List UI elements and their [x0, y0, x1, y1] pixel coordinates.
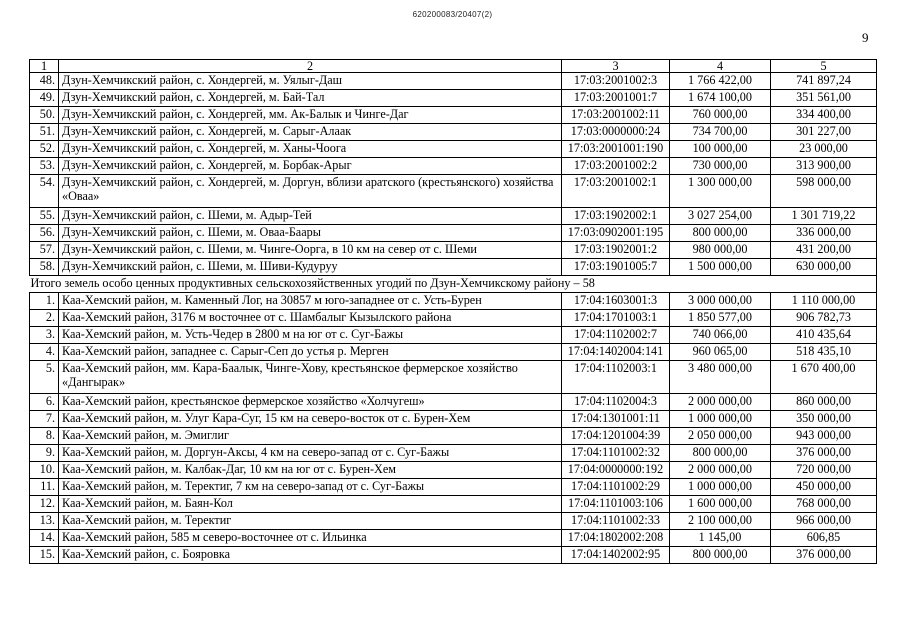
row-value-col4: 1 600 000,00 — [670, 496, 771, 513]
row-value-col4: 800 000,00 — [670, 225, 771, 242]
header-col-3: 3 — [562, 60, 670, 73]
row-location: Каа-Хемский район, м. Теректиг, 7 км на северо-запад от с. Суг-Бажы — [59, 479, 562, 496]
row-location: Дзун-Хемчикский район, с. Хондергей, м. Уялыг-Даш — [59, 73, 562, 90]
table-row — [30, 90, 877, 107]
row-value-col4: 1 145,00 — [670, 530, 771, 547]
row-value-col4: 2 000 000,00 — [670, 462, 771, 479]
row-cadastral-number: 17:04:1201004:39 — [562, 428, 670, 445]
row-cadastral-number: 17:04:1701003:1 — [562, 310, 670, 327]
row-location: Каа-Хемский район, 3176 м восточнее от с. Шамбалыг Кызылского района — [59, 310, 562, 327]
row-location: Дзун-Хемчикский район, с. Хондергей, м. Сарыг-Алаак — [59, 124, 562, 141]
row-value-col4: 3 480 000,00 — [670, 361, 771, 394]
row-value-col5: 376 000,00 — [771, 547, 877, 564]
row-cadastral-number: 17:03:0000000:24 — [562, 124, 670, 141]
row-number: 8. — [30, 428, 59, 445]
row-value-col5: 630 000,00 — [771, 259, 877, 276]
row-cadastral-number: 17:04:0000000:192 — [562, 462, 670, 479]
row-value-col4: 3 000 000,00 — [670, 293, 771, 310]
row-cadastral-number: 17:04:1102004:3 — [562, 394, 670, 411]
row-number: 12. — [30, 496, 59, 513]
row-value-col4: 2 050 000,00 — [670, 428, 771, 445]
row-number: 51. — [30, 124, 59, 141]
header-col-2: 2 — [59, 60, 562, 73]
row-value-col5: 943 000,00 — [771, 428, 877, 445]
row-cadastral-number: 17:04:1402004:141 — [562, 344, 670, 361]
row-location: Каа-Хемский район, м. Улуг Кара-Суг, 15 км на северо-восток от с. Бурен-Хем — [59, 411, 562, 428]
row-value-col4: 740 066,00 — [670, 327, 771, 344]
row-location: Каа-Хемский район, м. Теректиг — [59, 513, 562, 530]
table-row — [30, 141, 877, 158]
land-register-table — [29, 59, 877, 564]
row-value-col5: 376 000,00 — [771, 445, 877, 462]
row-value-col5: 351 561,00 — [771, 90, 877, 107]
row-value-col4: 100 000,00 — [670, 141, 771, 158]
row-number: 11. — [30, 479, 59, 496]
page-number: 9 — [862, 30, 869, 45]
row-value-col5: 518 435,10 — [771, 344, 877, 361]
table-row — [30, 428, 877, 445]
row-cadastral-number: 17:03:2001002:2 — [562, 158, 670, 175]
row-number: 53. — [30, 158, 59, 175]
table-row — [30, 344, 877, 361]
table-row — [30, 310, 877, 327]
row-value-col5: 350 000,00 — [771, 411, 877, 428]
row-cadastral-number: 17:03:2001001:7 — [562, 90, 670, 107]
row-location: Каа-Хемский район, м. Баян-Кол — [59, 496, 562, 513]
row-cadastral-number: 17:03:2001002:3 — [562, 73, 670, 90]
table-row — [30, 462, 877, 479]
row-location: Дзун-Хемчикский район, с. Хондергей, м. Доргун, вблизи аратского (крестьянского) хозяйства «Оваа» — [59, 175, 562, 208]
row-location: Каа-Хемский район, м. Доргун-Аксы, 4 км на северо-запад от с. Суг-Бажы — [59, 445, 562, 462]
row-location: Каа-Хемский район, м. Эмиглиг — [59, 428, 562, 445]
row-value-col4: 960 065,00 — [670, 344, 771, 361]
table-row — [30, 361, 877, 394]
row-value-col5: 23 000,00 — [771, 141, 877, 158]
row-value-col4: 734 700,00 — [670, 124, 771, 141]
row-value-col5: 1 301 719,22 — [771, 208, 877, 225]
row-location: Каа-Хемский район, м. Усть-Чедер в 2800 м на юг от с. Суг-Бажы — [59, 327, 562, 344]
row-cadastral-number: 17:04:1301001:11 — [562, 411, 670, 428]
row-value-col5: 313 900,00 — [771, 158, 877, 175]
row-number: 52. — [30, 141, 59, 158]
row-number: 54. — [30, 175, 59, 208]
row-location: Дзун-Хемчикский район, с. Шеми, м. Чинге-Оорга, в 10 км на север от с. Шеми — [59, 242, 562, 259]
row-value-col4: 1 500 000,00 — [670, 259, 771, 276]
row-location: Дзун-Хемчикский район, с. Хондергей, мм. Ак-Балык и Чинге-Даг — [59, 107, 562, 124]
row-number: 7. — [30, 411, 59, 428]
row-cadastral-number: 17:03:0902001:195 — [562, 225, 670, 242]
row-location: Дзун-Хемчикский район, с. Шеми, м. Шиви-Кудуруу — [59, 259, 562, 276]
row-number: 48. — [30, 73, 59, 90]
table-row — [30, 496, 877, 513]
row-value-col4: 3 027 254,00 — [670, 208, 771, 225]
row-value-col4: 1 000 000,00 — [670, 479, 771, 496]
row-number: 5. — [30, 361, 59, 394]
row-cadastral-number: 17:04:1102003:1 — [562, 361, 670, 394]
row-cadastral-number: 17:03:1902001:2 — [562, 242, 670, 259]
row-number: 6. — [30, 394, 59, 411]
table-row — [30, 479, 877, 496]
row-number: 58. — [30, 259, 59, 276]
row-value-col5: 1 670 400,00 — [771, 361, 877, 394]
row-location: Дзун-Хемчикский район, с. Хондергей, м. Бай-Тал — [59, 90, 562, 107]
row-cadastral-number: 17:04:1102002:7 — [562, 327, 670, 344]
row-number: 14. — [30, 530, 59, 547]
row-number: 50. — [30, 107, 59, 124]
row-number: 56. — [30, 225, 59, 242]
row-location: Каа-Хемский район, 585 м северо-восточнее от с. Ильинка — [59, 530, 562, 547]
row-location: Дзун-Хемчикский район, с. Шеми, м. Оваа-Баары — [59, 225, 562, 242]
header-col-1: 1 — [30, 60, 59, 73]
table-row — [30, 259, 877, 276]
row-value-col4: 800 000,00 — [670, 547, 771, 564]
row-number: 13. — [30, 513, 59, 530]
row-value-col5: 906 782,73 — [771, 310, 877, 327]
table-row — [30, 73, 877, 90]
row-cadastral-number: 17:04:1101002:32 — [562, 445, 670, 462]
row-cadastral-number: 17:03:1901005:7 — [562, 259, 670, 276]
header-col-5: 5 — [771, 60, 877, 73]
row-cadastral-number: 17:03:2001002:11 — [562, 107, 670, 124]
header-col-4: 4 — [670, 60, 771, 73]
row-number: 15. — [30, 547, 59, 564]
table-row — [30, 327, 877, 344]
row-value-col5: 301 227,00 — [771, 124, 877, 141]
table-row — [30, 208, 877, 225]
row-number: 55. — [30, 208, 59, 225]
table-row — [30, 547, 877, 564]
row-location: Каа-Хемский район, м. Калбак-Даг, 10 км на юг от с. Бурен-Хем — [59, 462, 562, 479]
row-value-col4: 760 000,00 — [670, 107, 771, 124]
row-cadastral-number: 17:04:1101002:33 — [562, 513, 670, 530]
table-row — [30, 242, 877, 259]
row-number: 4. — [30, 344, 59, 361]
row-value-col5: 431 200,00 — [771, 242, 877, 259]
table-row — [30, 158, 877, 175]
table-row — [30, 445, 877, 462]
row-location: Дзун-Хемчикский район, с. Шеми, м. Адыр-Тей — [59, 208, 562, 225]
row-number: 10. — [30, 462, 59, 479]
row-value-col4: 800 000,00 — [670, 445, 771, 462]
table-row — [30, 124, 877, 141]
table-row — [30, 225, 877, 242]
row-cadastral-number: 17:04:1603001:3 — [562, 293, 670, 310]
row-value-col5: 860 000,00 — [771, 394, 877, 411]
row-location: Каа-Хемский район, западнее с. Сарыг-Сеп до устья р. Мерген — [59, 344, 562, 361]
row-value-col4: 730 000,00 — [670, 158, 771, 175]
table-row — [30, 107, 877, 124]
row-location: Каа-Хемский район, с. Бояровка — [59, 547, 562, 564]
row-value-col5: 606,85 — [771, 530, 877, 547]
table-row — [30, 411, 877, 428]
row-value-col5: 1 110 000,00 — [771, 293, 877, 310]
row-location: Дзун-Хемчикский район, с. Хондергей, м. Борбак-Арыг — [59, 158, 562, 175]
row-value-col5: 720 000,00 — [771, 462, 877, 479]
row-value-col4: 1 850 577,00 — [670, 310, 771, 327]
row-number: 9. — [30, 445, 59, 462]
row-number: 2. — [30, 310, 59, 327]
row-cadastral-number: 17:03:2001001:190 — [562, 141, 670, 158]
row-value-col5: 966 000,00 — [771, 513, 877, 530]
table-header-row — [30, 60, 877, 73]
row-value-col4: 2 000 000,00 — [670, 394, 771, 411]
row-value-col5: 410 435,64 — [771, 327, 877, 344]
row-value-col5: 450 000,00 — [771, 479, 877, 496]
row-cadastral-number: 17:03:2001002:1 — [562, 175, 670, 208]
row-cadastral-number: 17:04:1101003:106 — [562, 496, 670, 513]
row-value-col5: 598 000,00 — [771, 175, 877, 208]
row-number: 1. — [30, 293, 59, 310]
row-value-col4: 2 100 000,00 — [670, 513, 771, 530]
table-row — [30, 530, 877, 547]
table-row — [30, 394, 877, 411]
row-number: 57. — [30, 242, 59, 259]
row-value-col5: 741 897,24 — [771, 73, 877, 90]
row-location: Каа-Хемский район, крестьянское фермерское хозяйство «Холчугеш» — [59, 394, 562, 411]
row-cadastral-number: 17:04:1101002:29 — [562, 479, 670, 496]
row-number: 3. — [30, 327, 59, 344]
row-cadastral-number: 17:04:1802002:208 — [562, 530, 670, 547]
document-code: 620200083/20407(2) — [412, 10, 493, 19]
row-cadastral-number: 17:04:1402002:95 — [562, 547, 670, 564]
section-total-row — [30, 276, 877, 293]
table-row — [30, 293, 877, 310]
row-value-col4: 980 000,00 — [670, 242, 771, 259]
table-row — [30, 513, 877, 530]
row-value-col5: 336 000,00 — [771, 225, 877, 242]
table-row — [30, 175, 877, 208]
row-value-col4: 1 000 000,00 — [670, 411, 771, 428]
row-value-col5: 334 400,00 — [771, 107, 877, 124]
row-value-col4: 1 300 000,00 — [670, 175, 771, 208]
row-value-col5: 768 000,00 — [771, 496, 877, 513]
row-value-col4: 1 674 100,00 — [670, 90, 771, 107]
row-location: Каа-Хемский район, мм. Кара-Баалык, Чинге-Хову, крестьянское фермерское хозяйство «Дангырак» — [59, 361, 562, 394]
row-location: Дзун-Хемчикский район, с. Хондергей, м. Ханы-Чоога — [59, 141, 562, 158]
row-number: 49. — [30, 90, 59, 107]
row-cadastral-number: 17:03:1902002:1 — [562, 208, 670, 225]
row-value-col4: 1 766 422,00 — [670, 73, 771, 90]
row-location: Каа-Хемский район, м. Каменный Лог, на 30857 м юго-западнее от с. Усть-Бурен — [59, 293, 562, 310]
section-total-text: Итого земель особо ценных продуктивных сельскохозяйственных угодий по Дзун-Хемчикскому району – 58 — [30, 276, 877, 293]
